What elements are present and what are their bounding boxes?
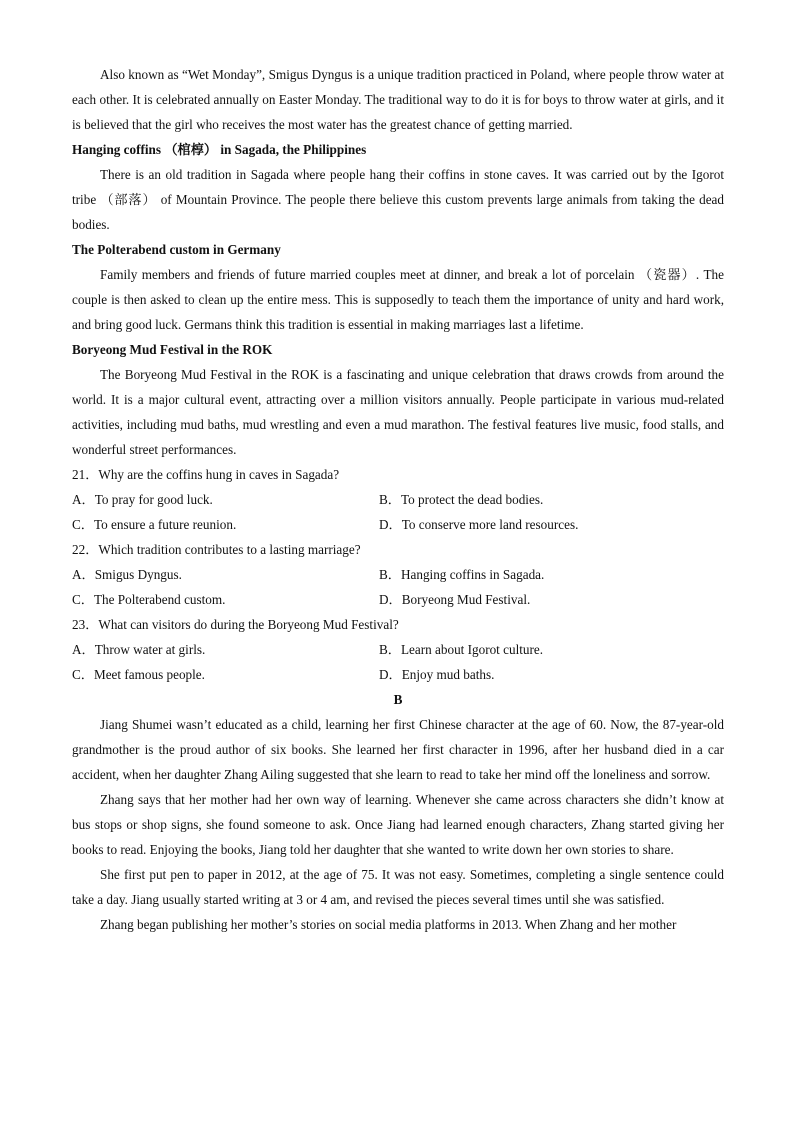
heading-hanging-coffins: Hanging coffins （棺椁） in Sagada, the Philippines <box>72 142 367 157</box>
heading-mud-festival: Boryeong Mud Festival in the ROK <box>72 342 273 357</box>
paragraph-hanging-coffins: There is an old tradition in Sagada where people hang their coffins in stone caves. It was carried out by the Igorot tribe （部落） of Mountain Province. The people there believe this custom prevents large animals from taking the dead bodies. <box>72 167 724 232</box>
paragraph-b-4: Zhang began publishing her mother’s stories on social media platforms in 2013. When Zhang and her mother <box>100 917 677 932</box>
question-23-option-c: C．Meet famous people. <box>72 667 205 682</box>
question-22-option-c: C．The Polterabend custom. <box>72 592 226 607</box>
question-21-options-row-2 <box>72 512 724 537</box>
paragraph-wet-monday: Also known as “Wet Monday”, Smigus Dyngus is a unique tradition practiced in Poland, where people throw water at each other. It is celebrated annually on Easter Monday. The traditional way to do it is for boys to throw water at girls, and it is believed that the girl who receives the most water has the greatest chance of getting married. <box>72 67 724 132</box>
question-23-option-b: B．Learn about Igorot culture. <box>379 642 544 657</box>
heading-polterabend: The Polterabend custom in Germany <box>72 242 281 257</box>
question-23-options-row-2 <box>72 662 724 687</box>
question-23-option-a: A．Throw water at girls. <box>72 642 206 657</box>
question-23-options-row-1 <box>72 637 724 662</box>
question-22-option-a: A．Smigus Dyngus. <box>72 567 182 582</box>
question-21-option-a: A．To pray for good luck. <box>72 492 213 507</box>
question-21-option-c: C．To ensure a future reunion. <box>72 517 237 532</box>
paragraph-polterabend: Family members and friends of future married couples meet at dinner, and break a lot of porcelain （瓷器）. The couple is then asked to clean up the entire mess. This is supposedly to teach them the importance of unity and hard work, and bring good luck. Germans think this tradition is essential in making marriages last a lifetime. <box>72 267 724 332</box>
paragraph-b-2: Zhang says that her mother had her own way of learning. Whenever she came across characters she didn’t know at bus stops or shop signs, she found someone to ask. Once Jiang had learned enough characters, Zhang started giving her books to read. Enjoying the books, Jiang told her daughter that she wanted to write down her own stories to share. <box>72 792 724 857</box>
question-22: 22．Which tradition contributes to a lasting marriage? <box>72 542 361 557</box>
question-23-option-d: D．Enjoy mud baths. <box>379 667 495 682</box>
question-21-option-d: D．To conserve more land resources. <box>379 517 579 532</box>
question-22-option-d: D．Boryeong Mud Festival. <box>379 592 531 607</box>
question-21-option-b: B．To protect the dead bodies. <box>379 492 544 507</box>
document-page <box>72 62 724 937</box>
question-22-options-row-1 <box>72 562 724 587</box>
paragraph-b-3: She first put pen to paper in 2012, at the age of 75. It was not easy. Sometimes, completing a single sentence could take a day. Jiang usually started writing at 3 or 4 am, and revised the pieces several times until she was satisfied. <box>72 867 724 907</box>
paragraph-mud-festival: The Boryeong Mud Festival in the ROK is a fascinating and unique celebration that draws crowds from around the world. It is a major cultural event, attracting over a million visitors annually. People participate in various mud-related activities, including mud baths, mud wrestling and even a mud marathon. The festival features live music, food stalls, and wonderful street performances. <box>72 367 724 457</box>
paragraph-b-1: Jiang Shumei wasn’t educated as a child, learning her first Chinese character at the age of 60. Now, the 87-year-old grandmother is the proud author of six books. She learned her first character in 1996, after her husband died in a car accident, when her daughter Zhang Ailing suggested that she learn to read to take her mind off the loneliness and sorrow. <box>72 717 724 782</box>
section-label-b: B <box>393 692 403 707</box>
question-22-option-b: B．Hanging coffins in Sagada. <box>379 567 545 582</box>
question-23: 23．What can visitors do during the Boryeong Mud Festival? <box>72 617 399 632</box>
question-22-options-row-2 <box>72 587 724 612</box>
question-21-options-row-1 <box>72 487 724 512</box>
question-21: 21．Why are the coffins hung in caves in Sagada? <box>72 467 340 482</box>
